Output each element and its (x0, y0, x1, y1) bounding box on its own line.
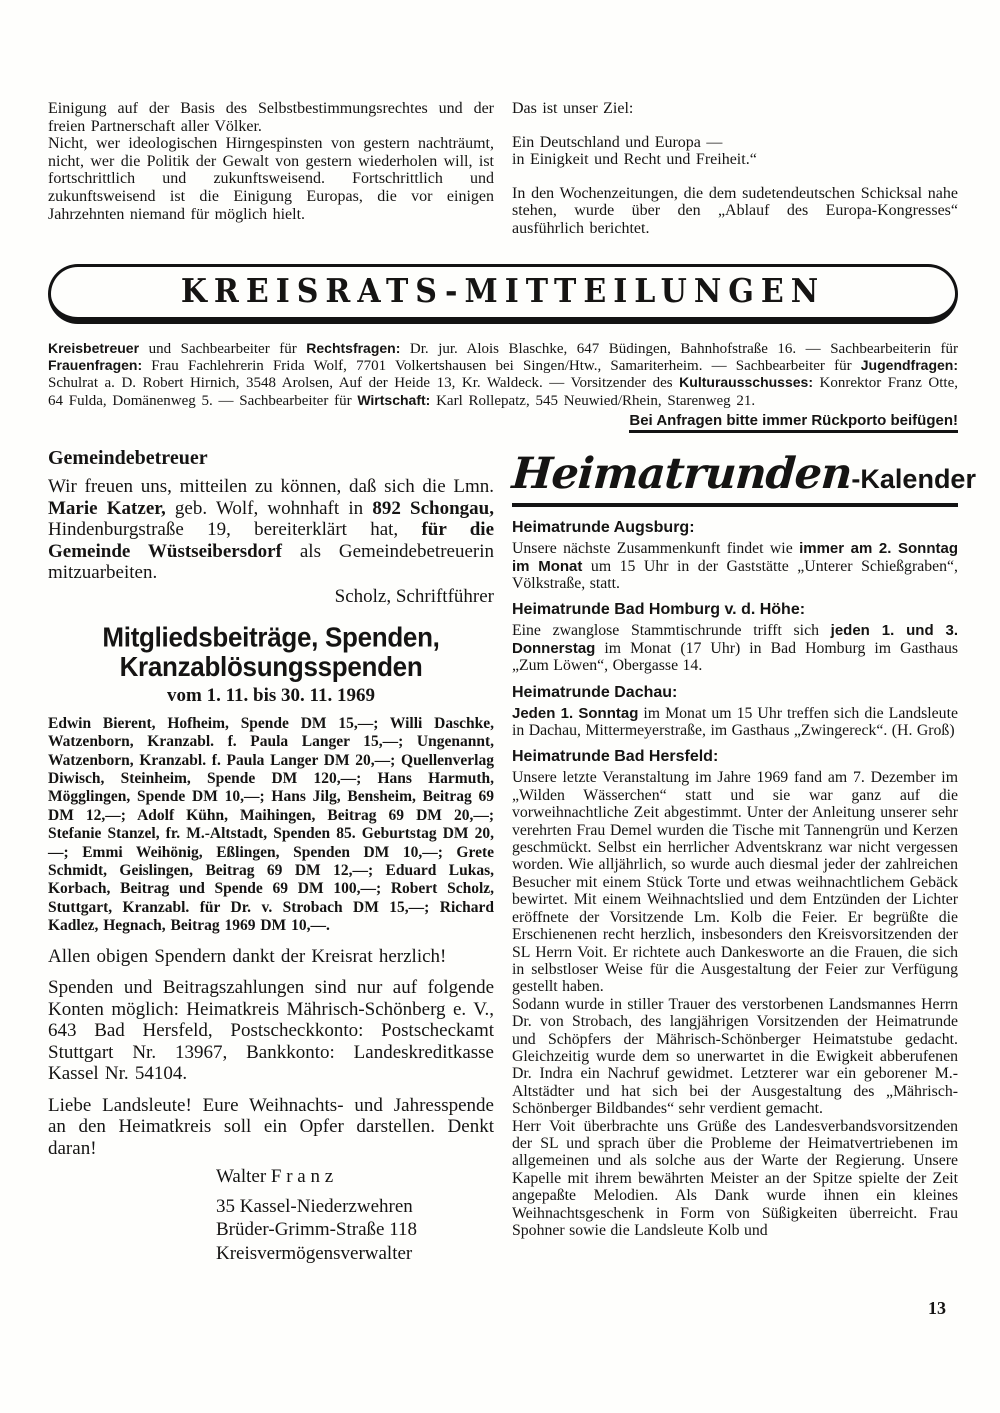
appeal-paragraph: Liebe Landsleute! Eure Weihnachts- und Jahresspende an den Heimatkreis soll ein Opfer darstellen. Denkt daran! (48, 1094, 494, 1159)
signature-line: Brüder-Grimm-Straße 118 (216, 1219, 418, 1241)
heimatrunde-bad-hersfeld-paragraph-3: Herr Voit überbrachte uns Grüße des Landesverbandsvorsitzenden der SL und sprach über die Probleme der Heimatvertriebenen im allgemeinen und als solche aus der Warte der Regierung. Unsere Kapelle mit ihrem bewährten Meister an der Spitze spielte der Zeit angepaßte Melodien. Als Dank wurde ihnen ein kleines Weihnachtsgeschenk in Form von Süßigkeiten überreicht. Frau Spohner sowie die Landsleute Kolb und (512, 1117, 958, 1239)
signature-line: Walter F r a n z (216, 1166, 334, 1188)
intro-right-column (512, 100, 958, 238)
heimatrunden-script-text: Heimatrunden (510, 449, 854, 500)
heimatrunde-augsburg-heading: Heimatrunde Augsburg: (512, 519, 695, 537)
left-column (48, 447, 494, 1265)
banner-title: KREISRATS-MITTEILUNGEN (180, 272, 826, 311)
heimatrunde-bad-homburg-paragraph: Eine zwanglose Stammtischrunde trifft sich jeden 1. und 3. Donnerstag im Monat (17 Uhr) in Bad Homburg im Gasthaus „Zum Löwen“, Obergasse 14. (512, 622, 959, 675)
schriftfuehrer-signature: Scholz, Schriftführer (334, 585, 494, 607)
goal-line: in Einigkeit und Recht und Freiheit.“ (512, 151, 757, 169)
title-rule (512, 503, 958, 507)
signature-line: 35 Kassel-Niederzwehren (216, 1195, 413, 1217)
kreisrats-banner (48, 264, 958, 324)
heimatrunde-dachau-paragraph: Jeden 1. Sonntag im Monat um 15 Uhr treffen sich die Landsleute in Dachau, Mittermeyerstraße, im Gasthaus „Zwingereck“. (H. Groß) (512, 704, 958, 740)
heimatrunde-augsburg-paragraph: Unsere nächste Zusammenkunft findet wie immer am 2. Sonntag im Monat um 15 Uhr in der Gaststätte „Unterer Schießgraben“, Völkstraße, statt. (512, 540, 958, 592)
heimatrunden-kalender-title (510, 449, 976, 500)
rueckporto-note: Bei Anfragen bitte immer Rückporto beifügen! (629, 412, 958, 433)
goal-line: Ein Deutschland und Europa — (512, 133, 723, 151)
gemeindebetreuer-paragraph: Wir freuen uns, mitteilen zu können, daß sich die Lmn. Marie Katzer, geb. Wolf, wohnhaft in 892 Schongau, Hindenburgstraße 19, bereiterklärt hat, für die Gemeinde Wüstseibersdorf als Gemeindebetreuerin mitzuarbeiten. (48, 476, 494, 584)
report-paragraph: In den Wochenzeitungen, die dem sudetendeutschen Schicksal nahe stehen, wurde über den „Ablauf des Europa-Kongresses“ ausführlich berichtet. (512, 184, 958, 237)
officials-paragraph: Kreisbetreuer und Sachbearbeiter für Rechtsfragen: Dr. jur. Alois Blaschke, 647 Büdingen, Bahnhofstraße 16. — Sachbearbeiterin für Frauenfragen: Frau Fachlehrerin Frida Wolf, 7701 Volkertshausen bei Singen/Htw., Samariterheim. — Sachbearbeiter für Jugendfragen: Schulrat a. D. Robert Hirnich, 3548 Arolsen, Auf der Heide 13, Kr. Waldeck. — Vorsitzender des Kulturausschusses: Konrektor Franz Otte, 64 Fulda, Domänenweg 5. — Sachbearbeiter für Wirtschaft: Karl Rollepatz, 545 Neuwied/Rhein, Starenweg 21. (48, 339, 959, 409)
signature-line: Kreisvermögensverwalter (216, 1242, 413, 1264)
heimatrunde-bad-homburg-heading: Heimatrunde Bad Homburg v. d. Höhe: (512, 601, 806, 619)
page-number: 13 (928, 1298, 946, 1318)
intro-paragraph: Einigung auf der Basis des Selbstbestimmungsrechtes und der freien Partnerschaft aller Völker. (48, 100, 494, 135)
heimatrunde-bad-hersfeld-paragraph-1: Unsere letzte Veranstaltung im Jahre 1969 fand am 7. Dezember im „Wilden Wässerchen“ statt und sie war ganz auf die vorweihnachtliche Zeit abgestimmt. Unter der Anleitung unserer sehr verehrten Frau Demel wurden die Tische mit Tannengrün und Kerzen geschmückt. Selbst ein herrlicher Adventskranz war nicht vergessen worden. Wie alljährlich, so wurde auch diesmal jeder der zahlreichen Besucher mit einem Stück Torte und etwas weihnachtlichem Gebäck bewirtet. Mit einem Weihnachtslied und dem Entzünden der Lichter eröffnete der Vorsitzende Lm. Kolb die Feier. Er begrüßte die Erschienenen recht herzlich, insbesonders den Kreisvorsitzenden der SL Herrn Voit. Er richtete auch Dankesworte an die Frauen, die sich in selbstloser Weise für die Ausgestaltung der Feier zur Verfügung gestellt haben. (512, 769, 958, 996)
gemeindebetreuer-heading: Gemeindebetreuer (48, 447, 208, 470)
heimatrunde-bad-hersfeld-heading: Heimatrunde Bad Hersfeld: (512, 748, 719, 766)
intro-left-column (48, 100, 494, 238)
thanks-paragraph: Allen obigen Spendern dankt der Kreisrat herzlich! (48, 945, 447, 967)
treasurer-signature-block (216, 1165, 494, 1265)
intro-paragraph: Nicht, wer ideologischen Hirngespinsten von gestern nachträumt, nicht, wer die Politik der Gewalt von gestern wiederholen will, ist fortschrittlich und zukunftsweisend. Fortschrittlich und zukunftsweisend ist die Einigung Europas, die vor einigen Jahrzehnten niemand für möglich hielt. (48, 135, 494, 223)
goal-intro: Das ist unser Ziel: (512, 100, 634, 117)
donations-heading-line: Kranzablösungsspenden (119, 650, 423, 683)
right-column (510, 447, 976, 1265)
main-columns (48, 447, 976, 1265)
accounts-paragraph: Spenden und Beitragszahlungen sind nur auf folgende Konten möglich: Heimatkreis Mährisch-Schönberg e. V., 643 Bad Hersfeld, Postscheckkonto: Postscheckamt Stuttgart Nr. 13967, Bankkonto: Landeskreditkasse Kassel Nr. 54104. (48, 977, 494, 1085)
heimatrunde-bad-hersfeld-paragraph-2: Sodann wurde in stiller Trauer des verstorbenen Landsmannes Herrn Dr. von Strobach, des langjährigen Vorsitzenden der Heimatrunde und Schöpfers der Mährisch-Schönberger Heimatstube gedacht. Gleichzeitig wurde dem so unerwartet in die Ewigkeit abberufenen Dr. Indra ein Nachruf gewidmet. Letzterer war ein geborener M.-Altstädter und hat sich bei der Ausgestaltung des „Mährisch-Schönberger Bildbandes“ sehr verdient gemacht. (512, 995, 958, 1118)
heimatrunde-dachau-heading: Heimatrunde Dachau: (512, 683, 678, 701)
kalender-text: -Kalender (851, 464, 976, 495)
donations-heading (48, 622, 494, 681)
donations-heading-line: Mitgliedsbeiträge, Spenden, (102, 621, 440, 653)
intro-section (48, 100, 958, 238)
rueckporto-note-row (48, 412, 958, 430)
donor-list: Edwin Bierent, Hofheim, Spende DM 15,—; Willi Daschke, Watzenborn, Kranzabl. f. Paula Langer 15,—; Ungenannt, Watzenborn, Kranzabl. f. Paula Langer DM 20,—; Quellenverlag Diwisch, Steinheim, Spende DM 120,—; Hans Harmuth, Mögglingen, Spende DM 10,—; Hans Jilg, Bensheim, Beitrag 69 DM 12,—; Adolf Kühn, Maihingen, Beitrag 69 DM 20,—; Stefanie Stanzel, fr. M.-Altstadt, Spenden 85. Geburtstag DM 20,—; Emmi Weihönig, Eßlingen, Spenden DM 10,—; Grete Schmidt, Geislingen, Beitrag 69 DM 12,—; Eduard Lukas, Korbach, Beitrag und Spende 69 DM 100,—; Robert Scholz, Stuttgart, Kranzabl. für Dr. v. Strobach DM 15,—; Richard Kadlez, Hegnach, Beitrag 1969 DM 10,—. (48, 714, 494, 935)
donations-date-range: vom 1. 11. bis 30. 11. 1969 (167, 684, 375, 706)
